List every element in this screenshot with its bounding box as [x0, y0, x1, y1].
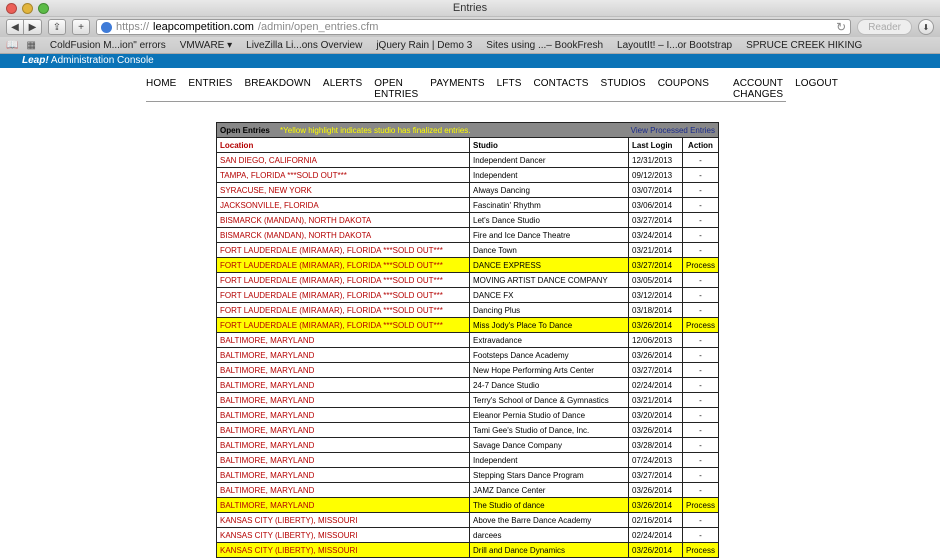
column-header-last-login: Last Login — [629, 138, 683, 153]
action-cell: - — [683, 513, 719, 528]
table-row — [217, 363, 719, 378]
table-row — [217, 513, 719, 528]
table-row — [217, 348, 719, 363]
table-row — [217, 498, 719, 513]
last-login-cell: 02/16/2014 — [629, 513, 683, 528]
bookmark-item[interactable]: SPRUCE CREEK HIKING — [746, 39, 863, 51]
location-cell: BALTIMORE, MARYLAND — [217, 438, 470, 453]
studio-cell: Footsteps Dance Academy — [470, 348, 629, 363]
column-header-location: Location — [217, 138, 470, 153]
process-link[interactable]: Process — [683, 498, 719, 513]
table-row — [217, 228, 719, 243]
action-cell: - — [683, 198, 719, 213]
location-cell: SAN DIEGO, CALIFORNIA — [217, 153, 470, 168]
table-row — [217, 378, 719, 393]
table-row — [217, 423, 719, 438]
nav-home[interactable]: HOME — [146, 78, 177, 89]
table-row — [217, 273, 719, 288]
location-cell: BALTIMORE, MARYLAND — [217, 423, 470, 438]
last-login-cell: 03/06/2014 — [629, 198, 683, 213]
action-cell: - — [683, 153, 719, 168]
table-row — [217, 453, 719, 468]
bookmark-item[interactable]: jQuery Rain | Demo 3 — [376, 39, 473, 51]
column-header-studio: Studio — [470, 138, 629, 153]
action-cell: - — [683, 453, 719, 468]
table-row — [217, 288, 719, 303]
app-header — [0, 54, 940, 68]
studio-cell: Stepping Stars Dance Program — [470, 468, 629, 483]
studio-cell: Independent — [470, 453, 629, 468]
browser-toolbar — [0, 17, 940, 37]
forward-button[interactable]: ▶ — [24, 19, 42, 35]
url-path: /admin/open_entries.cfm — [257, 21, 379, 33]
last-login-cell: 09/12/2013 — [629, 168, 683, 183]
studio-cell: The Studio of dance — [470, 498, 629, 513]
studio-cell: Extravadance — [470, 333, 629, 348]
table-row — [217, 483, 719, 498]
last-login-cell: 03/28/2014 — [629, 438, 683, 453]
highlight-note: *Yellow highlight indicates studio has finalized entries. — [280, 125, 471, 135]
location-cell: FORT LAUDERDALE (MIRAMAR), FLORIDA ***SOLD OUT*** — [217, 243, 470, 258]
last-login-cell: 03/21/2014 — [629, 393, 683, 408]
nav-open-entries[interactable]: OPEN ENTRIES — [374, 78, 419, 100]
location-cell: BALTIMORE, MARYLAND — [217, 483, 470, 498]
location-cell: BALTIMORE, MARYLAND — [217, 453, 470, 468]
location-cell: FORT LAUDERDALE (MIRAMAR), FLORIDA ***SOLD OUT*** — [217, 258, 470, 273]
share-button[interactable]: ⇪ — [48, 19, 66, 35]
last-login-cell: 03/20/2014 — [629, 408, 683, 423]
table-row — [217, 528, 719, 543]
studio-cell: Terry's School of Dance & Gymnastics — [470, 393, 629, 408]
open-entries-table — [216, 122, 719, 558]
bookmark-item[interactable]: Sites using ...– BookFresh — [486, 39, 604, 51]
view-processed-link[interactable]: View Processed Entries — [630, 125, 715, 135]
studio-cell: Tami Gee's Studio of Dance, Inc. — [470, 423, 629, 438]
last-login-cell: 03/26/2014 — [629, 543, 683, 558]
bookmarks-bar — [0, 37, 940, 54]
location-cell: BALTIMORE, MARYLAND — [217, 408, 470, 423]
table-row — [217, 393, 719, 408]
last-login-cell: 03/05/2014 — [629, 273, 683, 288]
window-titlebar — [0, 0, 940, 17]
brand-name: Leap! — [22, 55, 49, 66]
table-row — [217, 543, 719, 558]
location-cell: KANSAS CITY (LIBERTY), MISSOURI — [217, 528, 470, 543]
url-host: leapcompetition.com — [153, 21, 254, 33]
last-login-cell: 03/26/2014 — [629, 348, 683, 363]
location-cell: TAMPA, FLORIDA ***SOLD OUT*** — [217, 168, 470, 183]
back-button[interactable]: ◀ — [6, 19, 24, 35]
bookmark-item[interactable]: VMWARE ▾ — [179, 39, 233, 51]
table-row — [217, 168, 719, 183]
action-cell: - — [683, 228, 719, 243]
globe-icon — [101, 22, 112, 33]
last-login-cell: 07/24/2013 — [629, 453, 683, 468]
studio-cell: Dance Town — [470, 243, 629, 258]
table-row — [217, 213, 719, 228]
location-cell: BISMARCK (MANDAN), NORTH DAKOTA — [217, 213, 470, 228]
studio-cell: 24-7 Dance Studio — [470, 378, 629, 393]
history-buttons — [6, 19, 42, 35]
table-header-row — [217, 138, 719, 153]
table-row — [217, 333, 719, 348]
studio-cell: MOVING ARTIST DANCE COMPANY — [470, 273, 629, 288]
studio-cell: Drill and Dance Dynamics — [470, 543, 629, 558]
downloads-icon[interactable]: ⬇ — [918, 19, 934, 35]
location-cell: BALTIMORE, MARYLAND — [217, 498, 470, 513]
studio-cell: Fascinatin' Rhythm — [470, 198, 629, 213]
action-cell: - — [683, 273, 719, 288]
location-cell: BALTIMORE, MARYLAND — [217, 363, 470, 378]
open-entries-panel — [216, 122, 719, 558]
nav-coupons[interactable]: COUPONS — [657, 78, 709, 89]
last-login-cell: 03/26/2014 — [629, 423, 683, 438]
action-cell: - — [683, 288, 719, 303]
add-bookmark-button[interactable]: + — [72, 19, 90, 35]
studio-cell: Eleanor Pernia Studio of Dance — [470, 408, 629, 423]
studio-cell: DANCE FX — [470, 288, 629, 303]
nav-payments[interactable]: PAYMENTS — [430, 78, 485, 89]
studio-cell: DANCE EXPRESS — [470, 258, 629, 273]
action-cell: - — [683, 213, 719, 228]
location-cell: BALTIMORE, MARYLAND — [217, 468, 470, 483]
studio-cell: Always Dancing — [470, 183, 629, 198]
last-login-cell: 12/06/2013 — [629, 333, 683, 348]
studio-cell: Dancing Plus — [470, 303, 629, 318]
window-title: Entries — [452, 2, 488, 14]
table-row — [217, 468, 719, 483]
location-cell: SYRACUSE, NEW YORK — [217, 183, 470, 198]
table-row — [217, 438, 719, 453]
last-login-cell: 03/27/2014 — [629, 468, 683, 483]
last-login-cell: 03/24/2014 — [629, 228, 683, 243]
studio-cell: Fire and Ice Dance Theatre — [470, 228, 629, 243]
nav-lfts[interactable]: LFTS — [496, 78, 522, 89]
action-cell: - — [683, 168, 719, 183]
action-cell: - — [683, 468, 719, 483]
action-cell: - — [683, 438, 719, 453]
bookmark-item[interactable]: LayoutIt! – I...or Bootstrap — [617, 39, 733, 51]
top-sites-icon[interactable]: ▦ — [26, 39, 36, 51]
last-login-cell: 03/21/2014 — [629, 243, 683, 258]
location-cell: FORT LAUDERDALE (MIRAMAR), FLORIDA ***SOLD OUT*** — [217, 273, 470, 288]
studio-cell: Independent Dancer — [470, 153, 629, 168]
nav-alerts[interactable]: ALERTS — [322, 78, 363, 89]
reading-list-icon[interactable]: 📖 — [6, 39, 19, 51]
reload-icon[interactable]: ↻ — [836, 20, 847, 34]
action-cell: - — [683, 528, 719, 543]
studio-cell: New Hope Performing Arts Center — [470, 363, 629, 378]
last-login-cell: 03/26/2014 — [629, 498, 683, 513]
action-cell: - — [683, 243, 719, 258]
location-cell: JACKSONVILLE, FLORIDA — [217, 198, 470, 213]
table-row — [217, 153, 719, 168]
bookmark-item[interactable]: ColdFusion M...ion" errors — [49, 39, 166, 51]
location-cell: FORT LAUDERDALE (MIRAMAR), FLORIDA ***SOLD OUT*** — [217, 288, 470, 303]
table-row — [217, 183, 719, 198]
last-login-cell: 03/26/2014 — [629, 483, 683, 498]
table-row — [217, 243, 719, 258]
last-login-cell: 03/07/2014 — [629, 183, 683, 198]
last-login-cell: 03/12/2014 — [629, 288, 683, 303]
action-cell: - — [683, 348, 719, 363]
page-content — [20, 68, 920, 560]
action-cell: - — [683, 378, 719, 393]
nav-logout[interactable]: LOGOUT — [795, 78, 838, 89]
action-cell: - — [683, 483, 719, 498]
table-row — [217, 408, 719, 423]
location-cell: KANSAS CITY (LIBERTY), MISSOURI — [217, 513, 470, 528]
action-cell: - — [683, 393, 719, 408]
last-login-cell: 02/24/2014 — [629, 378, 683, 393]
address-bar[interactable] — [96, 19, 851, 35]
column-header-action: Action — [683, 138, 719, 153]
table-row — [217, 318, 719, 333]
last-login-cell: 03/27/2014 — [629, 213, 683, 228]
table-title-row — [217, 123, 719, 138]
bookmark-item[interactable]: LiveZilla Li...ons Overview — [246, 39, 363, 51]
reader-button[interactable]: Reader — [857, 19, 912, 35]
last-login-cell: 03/26/2014 — [629, 318, 683, 333]
table-row — [217, 303, 719, 318]
location-cell: FORT LAUDERDALE (MIRAMAR), FLORIDA ***SOLD OUT*** — [217, 318, 470, 333]
location-cell: BALTIMORE, MARYLAND — [217, 333, 470, 348]
last-login-cell: 03/18/2014 — [629, 303, 683, 318]
studio-cell: JAMZ Dance Center — [470, 483, 629, 498]
process-link[interactable]: Process — [683, 258, 719, 273]
process-link[interactable]: Process — [683, 318, 719, 333]
nav-breakdown[interactable]: BREAKDOWN — [244, 78, 311, 89]
studio-cell: Savage Dance Company — [470, 438, 629, 453]
studio-cell: Independent — [470, 168, 629, 183]
table-title: Open Entries — [220, 125, 270, 135]
studio-cell: Above the Barre Dance Academy — [470, 513, 629, 528]
last-login-cell: 03/27/2014 — [629, 258, 683, 273]
action-cell: - — [683, 408, 719, 423]
main-nav — [146, 78, 838, 102]
studio-cell: Let's Dance Studio — [470, 213, 629, 228]
action-cell: - — [683, 363, 719, 378]
table-row — [217, 258, 719, 273]
studio-cell: Miss Jody's Place To Dance — [470, 318, 629, 333]
studio-cell: darcees — [470, 528, 629, 543]
location-cell: KANSAS CITY (LIBERTY), MISSOURI — [217, 543, 470, 558]
nav-contacts[interactable]: CONTACTS — [533, 78, 589, 89]
location-cell: FORT LAUDERDALE (MIRAMAR), FLORIDA ***SOLD OUT*** — [217, 303, 470, 318]
action-cell: - — [683, 333, 719, 348]
location-cell: BALTIMORE, MARYLAND — [217, 378, 470, 393]
process-link[interactable]: Process — [683, 543, 719, 558]
table-row — [217, 198, 719, 213]
last-login-cell: 12/31/2013 — [629, 153, 683, 168]
location-cell: BALTIMORE, MARYLAND — [217, 348, 470, 363]
table-body — [217, 153, 719, 558]
nav-studios[interactable]: STUDIOS — [600, 78, 646, 89]
nav-entries[interactable]: ENTRIES — [188, 78, 233, 89]
console-label: Administration Console — [50, 55, 154, 66]
last-login-cell: 03/27/2014 — [629, 363, 683, 378]
last-login-cell: 02/24/2014 — [629, 528, 683, 543]
action-cell: - — [683, 183, 719, 198]
location-cell: BALTIMORE, MARYLAND — [217, 393, 470, 408]
location-cell: BISMARCK (MANDAN), NORTH DAKOTA — [217, 228, 470, 243]
url-protocol: https:// — [116, 21, 150, 33]
action-cell: - — [683, 423, 719, 438]
nav-account-changes[interactable]: ACCOUNT CHANGES — [732, 78, 784, 100]
action-cell: - — [683, 303, 719, 318]
